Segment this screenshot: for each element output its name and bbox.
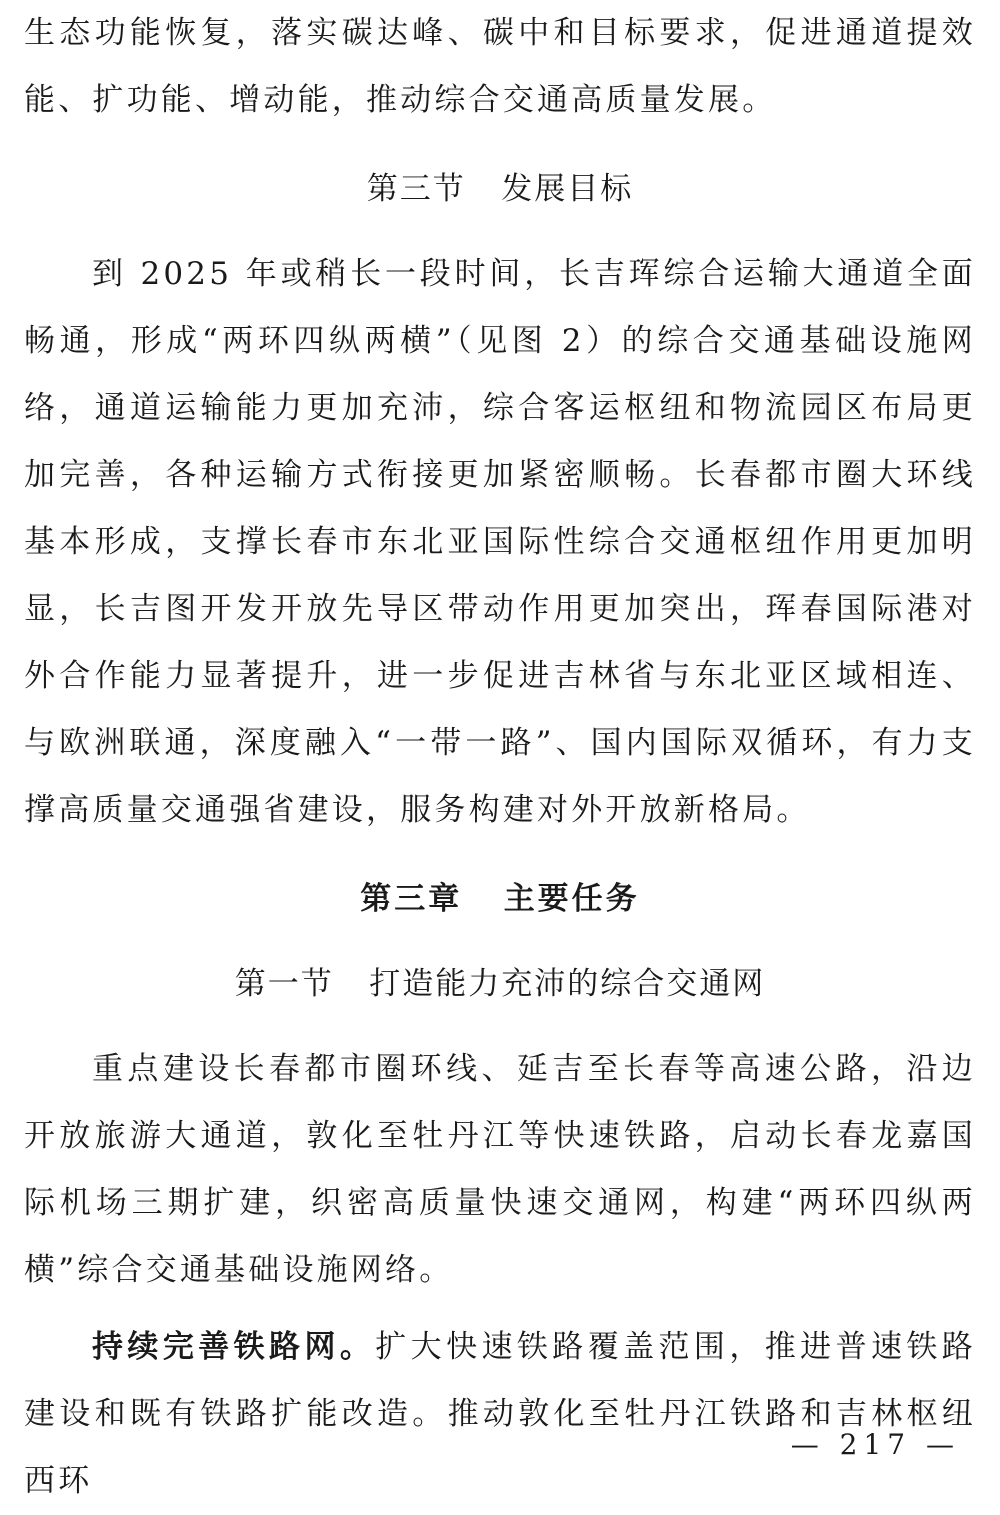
paragraph-lead-phrase: 持续完善铁路网。: [92, 1329, 376, 1365]
paragraph-key-construction: 重点建设长春都市圈环线、延吉至长春等高速公路，沿边开放旅游大通道，敦化至牡丹江等快速铁路，启动长春龙嘉国际机场三期扩建，织密高质量快速交通网，构建“两环四纵两横”综合交通基础设施网络。: [24, 1051, 976, 1288]
chapter-title: 主要任务: [503, 881, 640, 917]
chapter-heading-main-tasks: [24, 866, 976, 933]
paragraph-body: 扩大快速铁路覆盖范围，推进普速铁路建设和既有铁路扩能改造。推动敦化至牡丹江铁路和吉林枢纽西环: [24, 1329, 976, 1499]
section-title: 打造能力充沛的综合交通网: [369, 966, 766, 1002]
paragraph-continuation: 生态功能恢复，落实碳达峰、碳中和目标要求，促进通道提效能、扩功能、增动能，推动综合交通高质量发展。: [24, 15, 976, 118]
section-heading-development-goals: [24, 156, 976, 223]
paragraph-railway-network: [24, 1314, 976, 1515]
document-page: [24, 0, 976, 1515]
chapter-number: 第三章: [360, 881, 463, 917]
paragraph-development-goals: 到 2025 年或稍长一段时间，长吉珲综合运输大通道全面畅通，形成“两环四纵两横”（见图 2）的综合交通基础设施网络，通道运输能力更加充沛，综合客运枢纽和物流园区布局更加完善，各种运输方式衔接更加紧密顺畅。长春都市圈大环线基本形成，支撑长春市东北亚国际性综合交通枢纽作用更加明显，长吉图开发开放先导区带动作用更加突出，珲春国际港对外合作能力显著提升，进一步促进吉林省与东北亚区域相连、与欧洲联通，深度融入“一带一路”、国内国际双循环，有力支撑高质量交通强省建设，服务构建对外开放新格局。: [24, 256, 976, 828]
section-title: 发展目标: [501, 171, 634, 207]
section-heading-transport-network: [24, 951, 976, 1018]
section-number: 第一节: [234, 966, 334, 1002]
page-number: — 217 —: [790, 1428, 960, 1461]
section-number: 第三节: [366, 171, 466, 207]
